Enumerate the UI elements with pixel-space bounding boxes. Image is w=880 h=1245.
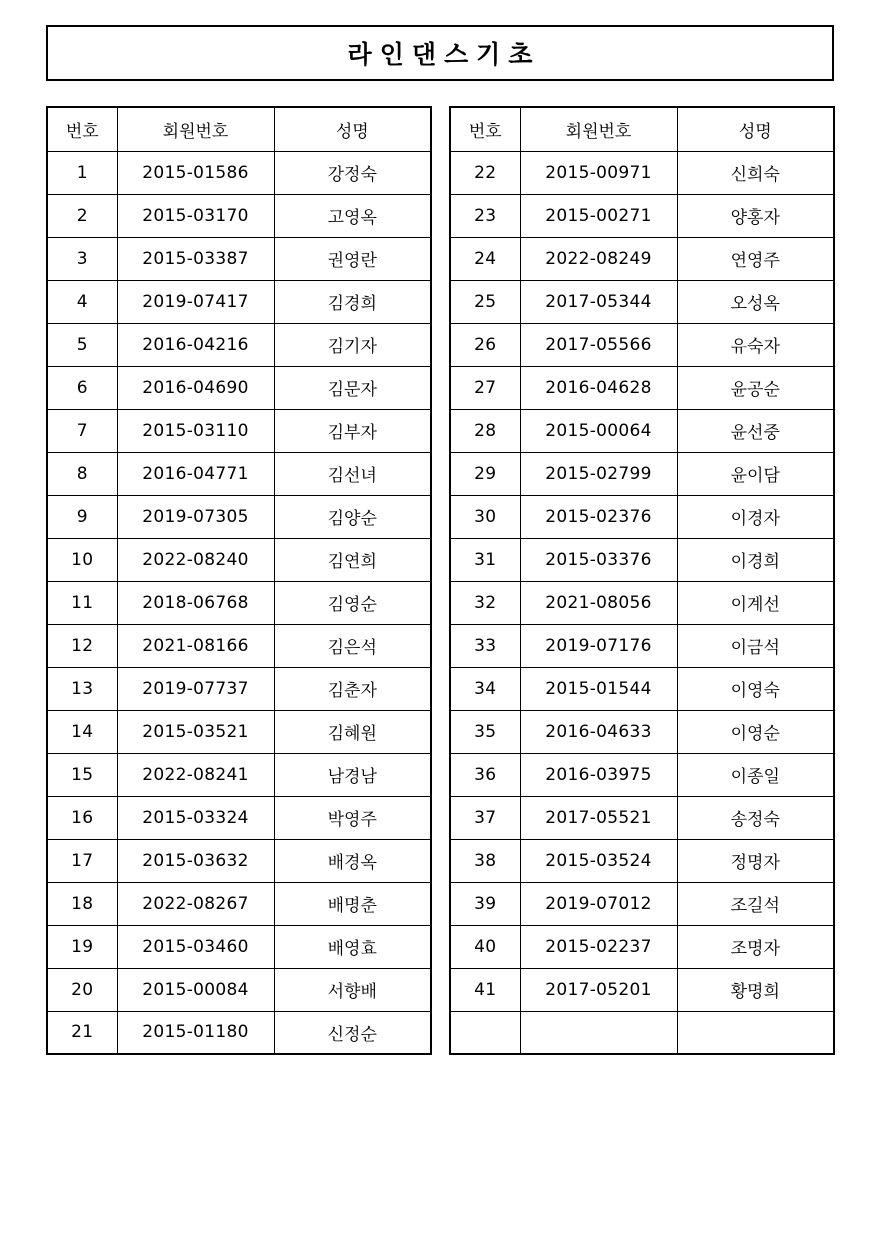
cell-name: 신희숙 <box>677 151 834 194</box>
table-row <box>450 753 834 796</box>
cell-member-id: 2015-03524 <box>520 839 677 882</box>
cell-name: 윤선중 <box>677 409 834 452</box>
cell-member-id: 2015-03110 <box>117 409 274 452</box>
table-row <box>450 1011 834 1054</box>
table-row <box>450 194 834 237</box>
cell-name: 배경옥 <box>274 839 431 882</box>
cell-no: 21 <box>47 1011 117 1054</box>
cell-member-id: 2018-06768 <box>117 581 274 624</box>
cell-name: 김선녀 <box>274 452 431 495</box>
cell-member-id: 2015-02799 <box>520 452 677 495</box>
cell-member-id: 2015-03460 <box>117 925 274 968</box>
table-row <box>450 237 834 280</box>
cell-no: 26 <box>450 323 520 366</box>
cell-name: 김부자 <box>274 409 431 452</box>
cell-name: 오성옥 <box>677 280 834 323</box>
header-row <box>47 107 431 151</box>
cell-no: 17 <box>47 839 117 882</box>
cell-name: 배영효 <box>274 925 431 968</box>
cell-member-id: 2015-00971 <box>520 151 677 194</box>
table-row <box>450 925 834 968</box>
cell-no: 5 <box>47 323 117 366</box>
cell-member-id: 2016-04216 <box>117 323 274 366</box>
cell-name: 강정숙 <box>274 151 431 194</box>
cell-member-id: 2019-07305 <box>117 495 274 538</box>
cell-no: 2 <box>47 194 117 237</box>
cell-member-id: 2015-00064 <box>520 409 677 452</box>
cell-no: 11 <box>47 581 117 624</box>
cell-no: 9 <box>47 495 117 538</box>
table-row <box>450 667 834 710</box>
cell-name: 이영순 <box>677 710 834 753</box>
cell-name: 유숙자 <box>677 323 834 366</box>
table-row <box>47 409 431 452</box>
header-name: 성명 <box>677 107 834 151</box>
cell-member-id: 2015-01544 <box>520 667 677 710</box>
table-row <box>47 280 431 323</box>
table-row <box>47 366 431 409</box>
cell-member-id: 2015-00084 <box>117 968 274 1011</box>
cell-member-id: 2015-03632 <box>117 839 274 882</box>
cell-no: 38 <box>450 839 520 882</box>
cell-member-id: 2016-03975 <box>520 753 677 796</box>
table-row <box>47 151 431 194</box>
table-row <box>47 452 431 495</box>
cell-member-id: 2022-08267 <box>117 882 274 925</box>
cell-name: 김경희 <box>274 280 431 323</box>
cell-name: 김기자 <box>274 323 431 366</box>
cell-name: 이경자 <box>677 495 834 538</box>
cell-no: 39 <box>450 882 520 925</box>
cell-member-id: 2022-08249 <box>520 237 677 280</box>
cell-name: 연영주 <box>677 237 834 280</box>
table-row <box>450 280 834 323</box>
cell-member-id: 2021-08056 <box>520 581 677 624</box>
cell-name: 이경희 <box>677 538 834 581</box>
roster-table-left <box>46 106 432 1055</box>
table-row <box>47 667 431 710</box>
cell-name: 배명춘 <box>274 882 431 925</box>
cell-no: 20 <box>47 968 117 1011</box>
table-row <box>450 452 834 495</box>
cell-no: 16 <box>47 796 117 839</box>
table-row <box>450 968 834 1011</box>
table-row <box>47 753 431 796</box>
cell-no: 35 <box>450 710 520 753</box>
table-row <box>450 366 834 409</box>
cell-no: 32 <box>450 581 520 624</box>
table-row <box>450 710 834 753</box>
cell-no: 6 <box>47 366 117 409</box>
table-row <box>450 409 834 452</box>
cell-name: 이영숙 <box>677 667 834 710</box>
table-row <box>47 882 431 925</box>
cell-no: 3 <box>47 237 117 280</box>
table-row <box>47 237 431 280</box>
cell-name: 조길석 <box>677 882 834 925</box>
cell-no: 19 <box>47 925 117 968</box>
cell-name: 송정숙 <box>677 796 834 839</box>
cell-no: 1 <box>47 151 117 194</box>
cell-member-id: 2015-02237 <box>520 925 677 968</box>
cell-no: 22 <box>450 151 520 194</box>
cell-member-id: 2015-03376 <box>520 538 677 581</box>
table-row <box>450 581 834 624</box>
cell-member-id: 2019-07012 <box>520 882 677 925</box>
cell-no: 25 <box>450 280 520 323</box>
cell-no: 29 <box>450 452 520 495</box>
header-member-id: 회원번호 <box>520 107 677 151</box>
cell-no: 10 <box>47 538 117 581</box>
cell-no: 40 <box>450 925 520 968</box>
cell-member-id: 2016-04690 <box>117 366 274 409</box>
cell-member-id: 2015-01586 <box>117 151 274 194</box>
table-row <box>47 710 431 753</box>
cell-no: 30 <box>450 495 520 538</box>
cell-name: 조명자 <box>677 925 834 968</box>
table-row <box>47 581 431 624</box>
roster-table-right <box>449 106 835 1055</box>
cell-member-id: 2017-05521 <box>520 796 677 839</box>
table-row <box>450 495 834 538</box>
cell-name: 윤이담 <box>677 452 834 495</box>
cell-member-id: 2017-05566 <box>520 323 677 366</box>
cell-no: 27 <box>450 366 520 409</box>
cell-member-id: 2019-07176 <box>520 624 677 667</box>
cell-no: 33 <box>450 624 520 667</box>
cell-name: 김춘자 <box>274 667 431 710</box>
cell-no: 13 <box>47 667 117 710</box>
page-title: 라인댄스기초 <box>347 40 541 69</box>
cell-name: 윤공순 <box>677 366 834 409</box>
cell-no <box>450 1011 520 1054</box>
cell-member-id: 2015-00271 <box>520 194 677 237</box>
table-row <box>47 925 431 968</box>
header-name: 성명 <box>274 107 431 151</box>
cell-name: 김은석 <box>274 624 431 667</box>
cell-name: 이계선 <box>677 581 834 624</box>
cell-no: 12 <box>47 624 117 667</box>
table-row <box>450 624 834 667</box>
cell-member-id: 2015-01180 <box>117 1011 274 1054</box>
header-member-id: 회원번호 <box>117 107 274 151</box>
cell-no: 34 <box>450 667 520 710</box>
cell-member-id: 2015-03324 <box>117 796 274 839</box>
cell-name: 고영옥 <box>274 194 431 237</box>
cell-member-id: 2021-08166 <box>117 624 274 667</box>
cell-member-id: 2022-08240 <box>117 538 274 581</box>
cell-no: 7 <box>47 409 117 452</box>
cell-no: 4 <box>47 280 117 323</box>
cell-name: 정명자 <box>677 839 834 882</box>
cell-name: 신정순 <box>274 1011 431 1054</box>
cell-no: 18 <box>47 882 117 925</box>
header-row <box>450 107 834 151</box>
cell-member-id: 2016-04633 <box>520 710 677 753</box>
cell-name: 양홍자 <box>677 194 834 237</box>
table-row <box>47 624 431 667</box>
cell-member-id: 2017-05344 <box>520 280 677 323</box>
cell-no: 15 <box>47 753 117 796</box>
cell-name: 김문자 <box>274 366 431 409</box>
cell-name: 김영순 <box>274 581 431 624</box>
cell-member-id: 2016-04771 <box>117 452 274 495</box>
cell-no: 41 <box>450 968 520 1011</box>
header-no: 번호 <box>47 107 117 151</box>
table-row <box>47 796 431 839</box>
table-row <box>47 323 431 366</box>
cell-member-id <box>520 1011 677 1054</box>
cell-no: 8 <box>47 452 117 495</box>
header-no: 번호 <box>450 107 520 151</box>
cell-no: 28 <box>450 409 520 452</box>
roster-body-left <box>47 151 431 1054</box>
roster-body-right <box>450 151 834 1054</box>
table-row <box>47 538 431 581</box>
table-row <box>47 968 431 1011</box>
table-row <box>450 882 834 925</box>
table-row <box>450 323 834 366</box>
cell-name <box>677 1011 834 1054</box>
title-box <box>46 25 834 81</box>
cell-no: 24 <box>450 237 520 280</box>
cell-member-id: 2019-07417 <box>117 280 274 323</box>
table-row <box>47 194 431 237</box>
cell-member-id: 2022-08241 <box>117 753 274 796</box>
table-row <box>450 151 834 194</box>
cell-name: 박영주 <box>274 796 431 839</box>
cell-name: 김양순 <box>274 495 431 538</box>
cell-member-id: 2015-03521 <box>117 710 274 753</box>
cell-no: 36 <box>450 753 520 796</box>
table-row <box>47 839 431 882</box>
cell-name: 권영란 <box>274 237 431 280</box>
cell-name: 김혜원 <box>274 710 431 753</box>
cell-name: 남경남 <box>274 753 431 796</box>
cell-name: 이종일 <box>677 753 834 796</box>
cell-name: 황명희 <box>677 968 834 1011</box>
cell-member-id: 2016-04628 <box>520 366 677 409</box>
cell-no: 14 <box>47 710 117 753</box>
cell-no: 37 <box>450 796 520 839</box>
table-row <box>450 538 834 581</box>
cell-member-id: 2017-05201 <box>520 968 677 1011</box>
cell-name: 김연희 <box>274 538 431 581</box>
cell-no: 23 <box>450 194 520 237</box>
table-row <box>450 796 834 839</box>
table-row <box>47 495 431 538</box>
table-row <box>47 1011 431 1054</box>
cell-name: 서향배 <box>274 968 431 1011</box>
cell-no: 31 <box>450 538 520 581</box>
cell-name: 이금석 <box>677 624 834 667</box>
cell-member-id: 2015-03170 <box>117 194 274 237</box>
cell-member-id: 2015-03387 <box>117 237 274 280</box>
table-row <box>450 839 834 882</box>
cell-member-id: 2019-07737 <box>117 667 274 710</box>
cell-member-id: 2015-02376 <box>520 495 677 538</box>
